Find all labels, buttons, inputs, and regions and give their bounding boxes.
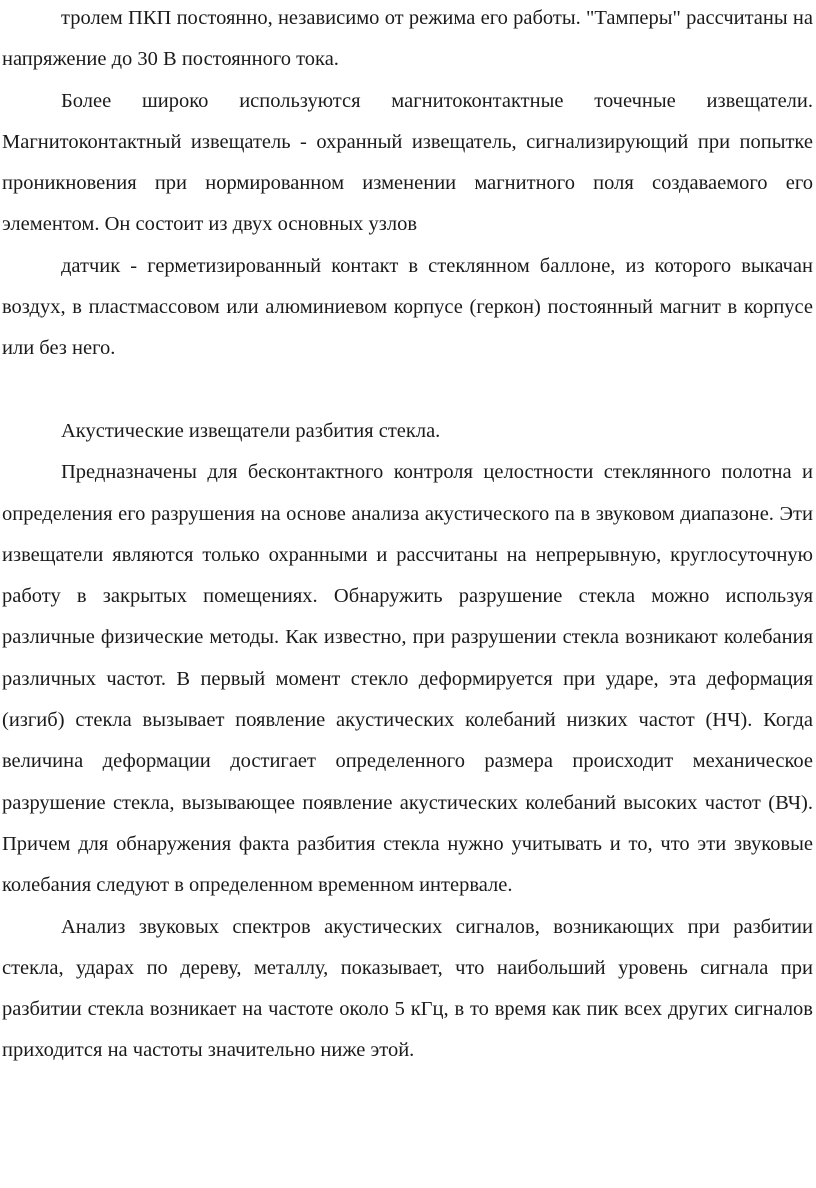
paragraph-tampers: тролем ПКП постоянно, независимо от режима его работы. "Тамперы" рассчитаны на напряжение до 30 В постоянного тока.	[2, 7, 813, 71]
section-heading-acoustic: Акустические извещатели разбития стекла.	[61, 419, 441, 442]
paragraph-spectrum-analysis: Анализ звуковых спектров акустических сигналов, возникающих при разбитии стекла, ударах по дереву, металлу, показывает, что наибольший уровень сигнала при разбитии стекла возникает на частоте около 5 кГц, в то время как пик всех других сигналов приходится на частоты значительно ниже этой.	[2, 915, 813, 1062]
paragraph-magnetic-detectors: Более широко используются магнитоконтактные точечные извещатели. Магнитоконтактный извещатель - охранный извещатель, сигнализирующий при попытке проникновения при нормированном изменении магнитного поля создаваемого его элементом. Он состоит из двух основных узлов	[2, 89, 813, 236]
paragraph-sensor-description: датчик - герметизированный контакт в стеклянном баллоне, из которого выкачан воздух, в пластмассовом или алюминиевом корпусе (геркон) постоянный магнит в корпусе или без него.	[2, 254, 813, 360]
paragraph-spacer	[2, 370, 813, 411]
paragraph-acoustic-purpose: Предназначены для бесконтактного контроля целостности стеклянного полотна и определения его разрушения на основе анализа акустического па в звуковом диапазоне. Эти извещатели являются только охранными и рассчитаны на непрерывную, круглосуточную работу в закрытых помещениях. Обнаружить разрушение стекла можно используя различные физические методы. Как известно, при разрушении стекла возникают колебания различных частот. В первый момент стекло деформируется при ударе, эта деформация (изгиб) стекла вызывает появление акустических колебаний низких частот (НЧ). Когда величина деформации достигает определенного размера происходит механическое разрушение стекла, вызывающее появление акустических колебаний высоких частот (ВЧ). Причем для обнаружения факта разбития стекла нужно учитывать и то, что эти звуковые колебания следуют в определенном временном интервале.	[2, 461, 813, 897]
